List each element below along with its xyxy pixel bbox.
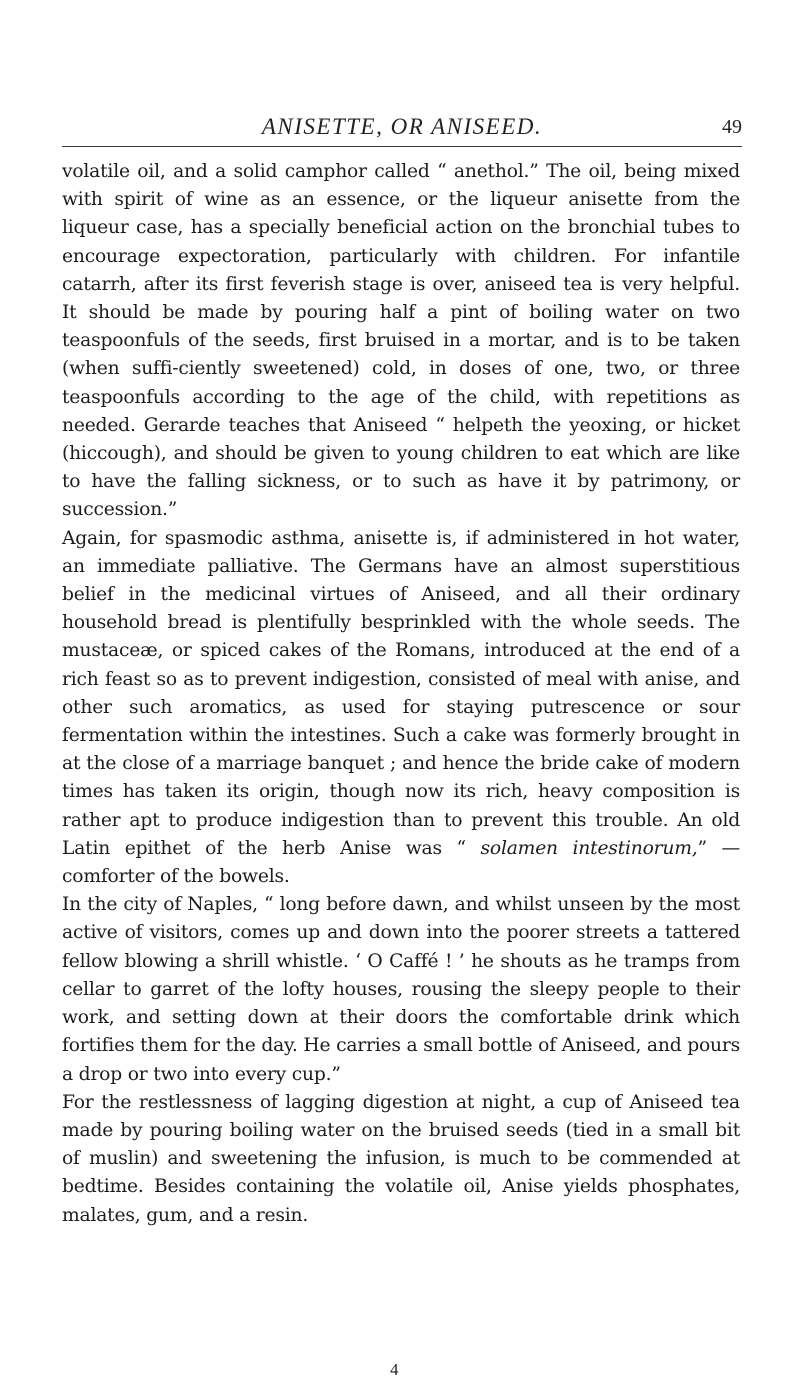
running-title: ANISETTE, OR ANISEED. bbox=[261, 114, 543, 139]
paragraph-2-text: Again, for spasmodic asthma, anisette is, if administered in hot water, an immediate palliative. The Germans have an almost superstitious belief in the medicinal virtues of Aniseed, and all their ordinary household bread is plentifully besprinkled with the whole seeds. The mustaceæ, or spiced cakes of the Romans, introduced at the end of a rich feast so as to prevent indigestion, consisted of meal with anise, and other such aromatics, as used for staying putrescence or sour fermentation within the intestines. Such a cake was formerly brought in at the close of a marriage banquet ; and hence the bride cake of modern times has taken its origin, though now its rich, heavy composition is rather apt to produce indigestion than to prevent this trouble. An old Latin epithet of the herb Anise was “ bbox=[62, 527, 740, 859]
page-number: 49 bbox=[722, 116, 742, 138]
latin-epithet: solamen intestinorum, bbox=[480, 837, 698, 859]
paragraph-1: volatile oil, and a solid camphor called “ anethol.” The oil, being mixed with spirit of wine as an essence, or the liqueur anisette from the liqueur case, has a specially beneficial action on the bronchial tubes to encourage expectoration, particularly with children. For infantile catarrh, after its first feverish stage is over, aniseed tea is very helpful. It should be made by pouring half a pint of boiling water on two teaspoonfuls of the seeds, first bruised in a mortar, and is to be taken (when suffi-ciently sweetened) cold, in doses of one, two, or three teaspoonfuls according to the age of the child, with repetitions as needed. Gerarde teaches that Aniseed “ helpeth the yeoxing, or hicket (hiccough), and should be given to young children to eat which are like to have the falling sickness, or to such as have it by patrimony, or succession.” bbox=[62, 161, 740, 521]
paragraph-4: For the restlessness of lagging digestion at night, a cup of Aniseed tea made by pouring boiling water on the bruised seeds (tied in a small bit of muslin) and sweetening the infusion, is much to be commended at bedtime. Besides containing the volatile oil, Anise yields phosphates, malates, gum, and a resin. bbox=[62, 1091, 740, 1226]
signature-mark: 4 bbox=[390, 1360, 399, 1379]
body-text bbox=[62, 158, 740, 1230]
running-header bbox=[62, 112, 742, 147]
paragraph-2-tail: ” —comforter of the bowels. bbox=[62, 837, 740, 888]
paragraph-3: In the city of Naples, “ long before dawn, and whilst unseen by the most active of visitors, comes up and down into the poorer streets a tattered fellow blowing a shrill whistle. ‘ O Caffé ! ’ he shouts as he tramps from cellar to garret of the lofty houses, rousing the sleepy people to their work, and setting down at their doors the comfortable drink which fortifies them for the day. He carries a small bottle of Aniseed, and pours a drop or two into every cup.” bbox=[62, 894, 740, 1085]
paragraph-2 bbox=[62, 525, 740, 892]
